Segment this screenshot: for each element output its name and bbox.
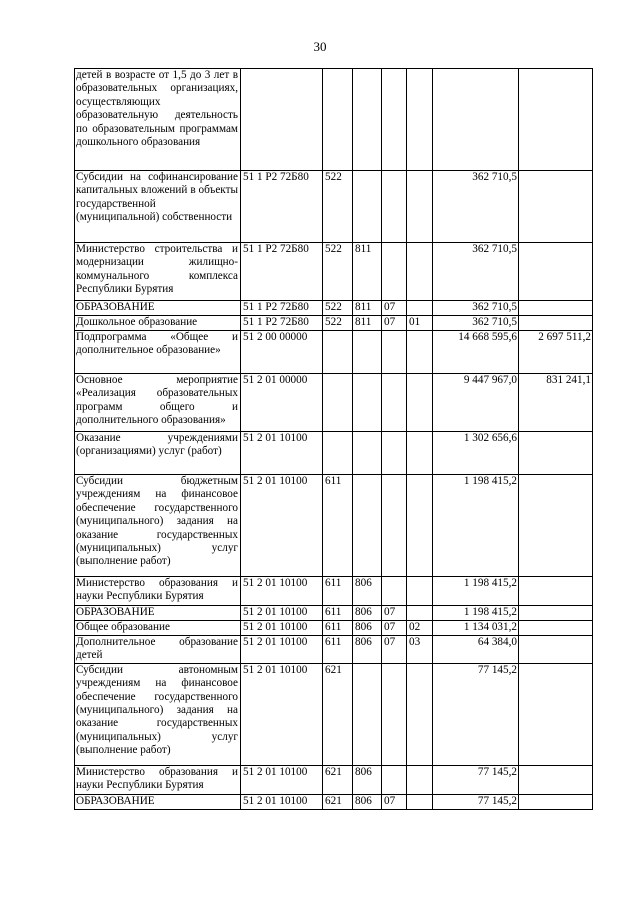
row-amount2-cell [519, 475, 593, 577]
row-ministry-code-cell: 811 [353, 243, 382, 301]
row-amount2-cell [519, 316, 593, 331]
row-section-cell [382, 765, 407, 794]
row-amount-cell: 362 710,5 [433, 316, 519, 331]
row-subsection-cell [407, 606, 433, 621]
table-row [75, 475, 593, 577]
row-amount-cell: 362 710,5 [433, 171, 519, 243]
row-expense-type-cell: 621 [323, 794, 353, 809]
row-code-cell [241, 69, 323, 171]
table-row [75, 794, 593, 809]
row-name-cell: ОБРАЗОВАНИЕ [75, 301, 241, 316]
row-amount-cell: 362 710,5 [433, 243, 519, 301]
row-subsection-cell [407, 331, 433, 374]
row-ministry-code-cell: 806 [353, 621, 382, 636]
row-code-cell: 51 2 01 10100 [241, 765, 323, 794]
table-row [75, 621, 593, 636]
row-section-cell [382, 331, 407, 374]
row-name-cell: ОБРАЗОВАНИЕ [75, 606, 241, 621]
row-amount2-cell [519, 301, 593, 316]
row-name-cell: Министерство образования и науки Республики Бурятия [75, 577, 241, 606]
row-expense-type-cell [323, 374, 353, 432]
row-amount-cell: 1 198 415,2 [433, 606, 519, 621]
row-section-cell [382, 475, 407, 577]
row-code-cell: 51 2 01 10100 [241, 475, 323, 577]
row-name-cell: Субсидии автономным учреждениям на финансовое обеспечение государственного (муниципального) задания на оказание государственных (муниципальных) услуг (выполнение работ) [75, 663, 241, 765]
page-number: 30 [313, 39, 327, 54]
row-section-cell [382, 577, 407, 606]
row-section-cell [382, 69, 407, 171]
row-expense-type-cell: 611 [323, 577, 353, 606]
row-code-cell: 51 2 00 00000 [241, 331, 323, 374]
row-subsection-cell [407, 794, 433, 809]
row-amount-cell: 9 447 967,0 [433, 374, 519, 432]
row-subsection-cell [407, 765, 433, 794]
row-amount2-cell [519, 621, 593, 636]
row-code-cell: 51 2 01 10100 [241, 794, 323, 809]
row-amount-cell: 1 302 656,6 [433, 432, 519, 475]
row-ministry-code-cell [353, 331, 382, 374]
row-ministry-code-cell [353, 69, 382, 171]
table-row [75, 171, 593, 243]
row-name-cell: Оказание учреждениями (организациями) услуг (работ) [75, 432, 241, 475]
row-expense-type-cell: 611 [323, 475, 353, 577]
row-subsection-cell: 01 [407, 316, 433, 331]
table-row [75, 316, 593, 331]
row-code-cell: 51 2 01 10100 [241, 663, 323, 765]
table-row [75, 577, 593, 606]
row-name-cell: Министерство строительства и модернизации жилищно-коммунального комплекса Республики Бурятия [75, 243, 241, 301]
row-code-cell: 51 1 P2 72Б80 [241, 316, 323, 331]
row-subsection-cell: 02 [407, 621, 433, 636]
row-expense-type-cell: 522 [323, 301, 353, 316]
row-code-cell: 51 2 01 10100 [241, 577, 323, 606]
row-amount-cell: 77 145,2 [433, 794, 519, 809]
row-name-cell: детей в возрасте от 1,5 до 3 лет в образовательных организациях, осуществляющих образовательную деятельность по образовательным программам дошкольного образования [75, 69, 241, 171]
row-ministry-code-cell: 811 [353, 316, 382, 331]
row-expense-type-cell: 611 [323, 606, 353, 621]
row-amount2-cell [519, 794, 593, 809]
row-amount2-cell [519, 663, 593, 765]
row-amount-cell: 14 668 595,6 [433, 331, 519, 374]
table-row [75, 374, 593, 432]
row-subsection-cell [407, 301, 433, 316]
row-ministry-code-cell: 806 [353, 636, 382, 664]
row-expense-type-cell: 522 [323, 243, 353, 301]
row-amount-cell: 77 145,2 [433, 663, 519, 765]
row-section-cell: 07 [382, 621, 407, 636]
row-section-cell [382, 243, 407, 301]
table-row [75, 243, 593, 301]
row-subsection-cell [407, 374, 433, 432]
row-amount-cell [433, 69, 519, 171]
row-subsection-cell: 03 [407, 636, 433, 664]
row-section-cell: 07 [382, 636, 407, 664]
row-name-cell: Подпрограмма «Общее и дополнительное образование» [75, 331, 241, 374]
row-subsection-cell [407, 475, 433, 577]
row-code-cell: 51 1 P2 72Б80 [241, 243, 323, 301]
table-row [75, 69, 593, 171]
row-amount-cell: 1 198 415,2 [433, 577, 519, 606]
row-expense-type-cell: 522 [323, 171, 353, 243]
row-expense-type-cell [323, 432, 353, 475]
row-amount2-cell: 831 241,1 [519, 374, 593, 432]
row-expense-type-cell: 621 [323, 663, 353, 765]
row-code-cell: 51 2 01 00000 [241, 374, 323, 432]
row-ministry-code-cell [353, 432, 382, 475]
row-ministry-code-cell: 806 [353, 606, 382, 621]
row-ministry-code-cell [353, 475, 382, 577]
row-amount-cell: 362 710,5 [433, 301, 519, 316]
row-amount2-cell [519, 432, 593, 475]
row-ministry-code-cell: 806 [353, 765, 382, 794]
row-ministry-code-cell [353, 374, 382, 432]
table-row [75, 606, 593, 621]
row-amount-cell: 1 134 031,2 [433, 621, 519, 636]
row-subsection-cell [407, 432, 433, 475]
row-name-cell: Министерство образования и науки Республики Бурятия [75, 765, 241, 794]
row-amount2-cell [519, 69, 593, 171]
row-code-cell: 51 2 01 10100 [241, 606, 323, 621]
table-row [75, 765, 593, 794]
row-amount2-cell [519, 171, 593, 243]
row-amount-cell: 77 145,2 [433, 765, 519, 794]
row-amount2-cell [519, 765, 593, 794]
row-expense-type-cell: 522 [323, 316, 353, 331]
table-row [75, 663, 593, 765]
row-ministry-code-cell: 806 [353, 577, 382, 606]
row-name-cell: Дополнительное образование детей [75, 636, 241, 664]
row-name-cell: Дошкольное образование [75, 316, 241, 331]
table-row [75, 636, 593, 664]
row-subsection-cell [407, 69, 433, 171]
row-expense-type-cell: 611 [323, 636, 353, 664]
row-amount-cell: 1 198 415,2 [433, 475, 519, 577]
row-section-cell: 07 [382, 316, 407, 331]
row-code-cell: 51 2 01 10100 [241, 636, 323, 664]
row-ministry-code-cell [353, 171, 382, 243]
table-body [75, 69, 593, 810]
row-amount-cell: 64 384,0 [433, 636, 519, 664]
row-subsection-cell [407, 577, 433, 606]
row-subsection-cell [407, 243, 433, 301]
row-amount2-cell [519, 577, 593, 606]
row-ministry-code-cell [353, 663, 382, 765]
row-section-cell: 07 [382, 606, 407, 621]
row-code-cell: 51 1 P2 72Б80 [241, 301, 323, 316]
row-subsection-cell [407, 663, 433, 765]
row-expense-type-cell: 611 [323, 621, 353, 636]
row-code-cell: 51 2 01 10100 [241, 621, 323, 636]
table-row [75, 331, 593, 374]
row-name-cell: ОБРАЗОВАНИЕ [75, 794, 241, 809]
row-name-cell: Общее образование [75, 621, 241, 636]
row-expense-type-cell: 621 [323, 765, 353, 794]
row-expense-type-cell [323, 331, 353, 374]
row-amount2-cell [519, 243, 593, 301]
row-name-cell: Субсидии бюджетным учреждениям на финансовое обеспечение государственного (муниципального) задания на оказание государственных (муниципальных) услуг (выполнение работ) [75, 475, 241, 577]
row-code-cell: 51 2 01 10100 [241, 432, 323, 475]
row-name-cell: Основное мероприятие «Реализация образовательных программ общего и дополнительного образования» [75, 374, 241, 432]
row-section-cell [382, 374, 407, 432]
row-section-cell [382, 432, 407, 475]
row-subsection-cell [407, 171, 433, 243]
row-ministry-code-cell: 811 [353, 301, 382, 316]
row-section-cell [382, 663, 407, 765]
row-amount2-cell [519, 606, 593, 621]
row-amount2-cell: 2 697 511,2 [519, 331, 593, 374]
row-expense-type-cell [323, 69, 353, 171]
row-amount2-cell [519, 636, 593, 664]
row-section-cell [382, 171, 407, 243]
row-ministry-code-cell: 806 [353, 794, 382, 809]
row-section-cell: 07 [382, 794, 407, 809]
budget-table [74, 68, 593, 810]
table-row [75, 432, 593, 475]
table-row [75, 301, 593, 316]
row-section-cell: 07 [382, 301, 407, 316]
row-code-cell: 51 1 P2 72Б80 [241, 171, 323, 243]
row-name-cell: Субсидии на софинансирование капитальных вложений в объекты государственной (муниципальной) собственности [75, 171, 241, 243]
